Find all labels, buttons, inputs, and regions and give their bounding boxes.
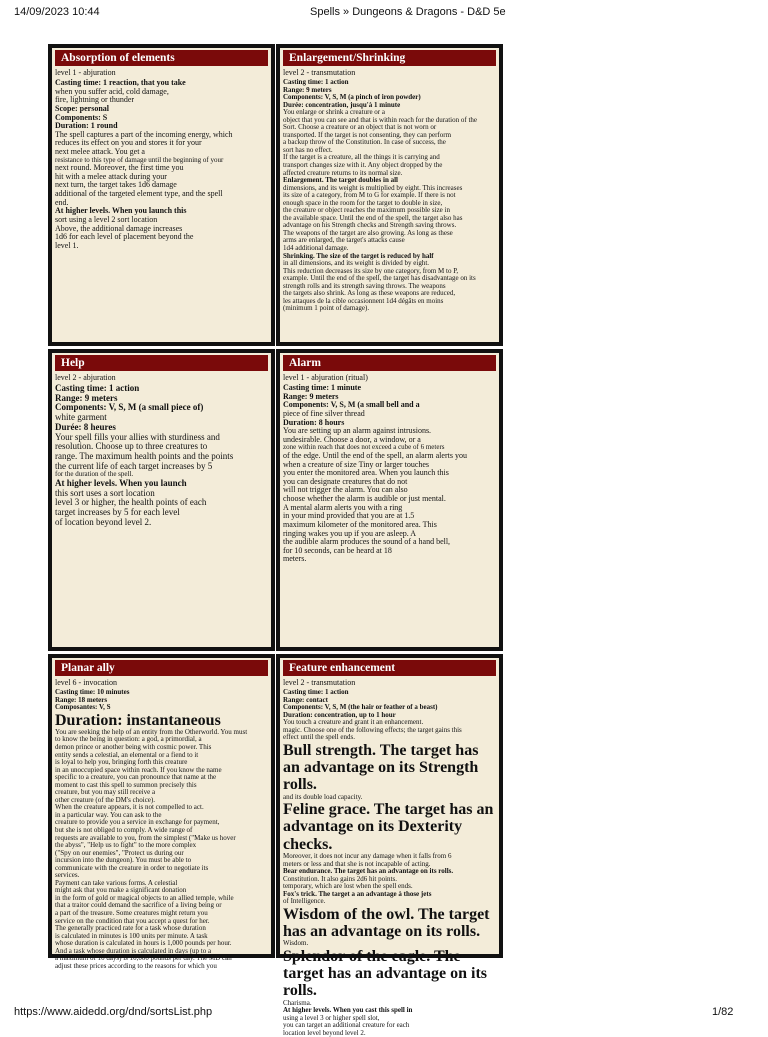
print-datetime: 14/09/2023 10:44 bbox=[14, 6, 100, 18]
spell-text-line: You touch a creature and grant it an enhancement. bbox=[283, 718, 424, 727]
spell-text-line: end. bbox=[55, 197, 69, 207]
spell-text-line: its size of a category, from M to G for example. If there is not bbox=[283, 191, 456, 200]
spell-text-line: Range: 9 meters bbox=[283, 85, 332, 94]
spell-text-line: If the target is a creature, all the things it is carrying and bbox=[283, 153, 440, 162]
spell-title: Enlargement/Shrinking bbox=[283, 50, 496, 66]
card-content bbox=[280, 353, 499, 647]
spell-body bbox=[283, 384, 496, 564]
spell-body bbox=[283, 79, 496, 313]
spell-text-line: might ask that you make a significant donation bbox=[55, 886, 187, 895]
spell-text-line: resolution. Choose up to three creatures to bbox=[55, 441, 208, 452]
spell-text-line: Fox's trick. The target a an advantage à those jets bbox=[283, 889, 432, 898]
spell-body bbox=[55, 689, 268, 970]
spell-text-line: of the edge. Until the end of the spell, an alarm alerts you bbox=[283, 450, 467, 460]
spell-text-line: for 10 seconds, can be heard at 18 bbox=[283, 545, 392, 555]
spell-text-line: Above, the additional damage increases bbox=[55, 223, 183, 233]
spell-text-line: in a particular way. You can ask to the bbox=[55, 810, 162, 819]
card-content bbox=[52, 48, 271, 342]
spell-text-line: Composantes: V, S bbox=[55, 703, 111, 712]
spell-text-line: arms are enlarged, the target's attacks cause bbox=[283, 236, 405, 245]
print-page-title: Spells » Dungeons & Dragons - D&D 5e bbox=[310, 6, 506, 18]
spell-text-line: adjust these prices according to the reasons for which you bbox=[55, 961, 217, 970]
print-header bbox=[0, 0, 768, 20]
spell-level: level 2 - abjuration bbox=[55, 373, 116, 382]
spell-text-line: strength rolls and its strength saving throws. The weapons bbox=[283, 281, 446, 290]
spell-text-line: the audible alarm produces the sound of a hand bell, bbox=[283, 537, 451, 547]
spell-title: Feature enhancement bbox=[283, 660, 496, 676]
spell-card-4 bbox=[276, 349, 503, 651]
spell-text-line: resistance to this type of damage until the beginning of your bbox=[55, 155, 224, 164]
spell-text-line: Components: V, S, M (the hair or feather of a beast) bbox=[283, 703, 438, 712]
spell-body bbox=[55, 79, 268, 250]
spell-text-line: requests are available to you, from the simplest ("Make us hover bbox=[55, 833, 236, 842]
spell-text-line: This reduction decreases its size by one category, from M to P, bbox=[283, 266, 459, 275]
spell-text-line: additional of the targeted element type, and the spell bbox=[55, 189, 223, 199]
spell-text-line: Wisdom. bbox=[283, 939, 309, 948]
spell-text-line: zone within reach that does not exceed a cube of 6 meters bbox=[283, 443, 445, 452]
spell-text-line: ("Spy on our enemies", "Protect us during our bbox=[55, 848, 184, 857]
spell-text-line: in an unoccupied space within reach. If you know the name bbox=[55, 765, 222, 774]
spell-text-line: Components: V, S, M (a pinch of iron powder) bbox=[283, 93, 421, 102]
spell-text-line: when you suffer acid, cold damage, bbox=[55, 86, 169, 96]
spell-text-line: Casting time: 1 action bbox=[283, 688, 349, 696]
spell-text-line: moment to cast this spell to summon precisely this bbox=[55, 780, 197, 789]
spell-text-line: whose duration is calculated in hours is 1,000 pounds per hour. bbox=[55, 939, 232, 948]
spell-text-line: At higher levels. When you launch bbox=[55, 478, 187, 489]
spell-card-3 bbox=[48, 349, 275, 651]
spell-text-line: the abyss", "Help us to fight" to the more complex bbox=[55, 841, 197, 850]
spell-level: level 6 - invocation bbox=[55, 678, 117, 687]
spell-text-line: demon prince or another being with cosmic power. This bbox=[55, 743, 212, 751]
spell-card-6 bbox=[276, 654, 503, 1037]
spell-text-line: Bull strength. The target has an advantage on its Strength rolls. bbox=[283, 741, 479, 794]
spell-text-line: creature, but you may still receive a bbox=[55, 788, 156, 797]
spell-text-line: next melee attack. You get a bbox=[55, 147, 145, 156]
spell-text-line: sort using a level 2 sort location bbox=[55, 214, 158, 224]
card-content bbox=[52, 353, 271, 647]
spell-text-line: Range: 9 meters bbox=[55, 392, 118, 403]
spell-text-line: Casting time: 1 action bbox=[283, 78, 349, 86]
spell-text-line: Duration: 8 hours bbox=[283, 417, 345, 427]
spell-text-line: when a creature of size Tiny or larger touches bbox=[283, 459, 430, 469]
spell-text-line: les attaques de la cible occasionnent 1d4 dégâts en moins bbox=[283, 296, 444, 305]
spell-text-line: Components: S bbox=[55, 112, 108, 122]
spell-text-line: A mental alarm alerts you with a ring bbox=[283, 502, 403, 512]
spell-text-line: Durée: 8 heures bbox=[55, 421, 116, 432]
spell-text-line: Feline grace. The target has an advantage on its Dexterity checks. bbox=[283, 801, 494, 853]
spell-text-line: level 3 or higher, the health points of each bbox=[55, 497, 207, 508]
spell-text-line: sort has no effect. bbox=[283, 145, 333, 154]
spell-title: Absorption of elements bbox=[55, 50, 268, 66]
spell-text-line: advantage on his Strength checks and Strength saving throws. bbox=[283, 221, 457, 230]
spell-card-1 bbox=[48, 44, 275, 346]
spell-text-line: Bear endurance. The target has an advantage on its rolls. bbox=[283, 867, 454, 876]
spell-text-line: range. The maximum health points and the points bbox=[55, 451, 234, 462]
spell-text-line: that a traitor could demand the sacrifice of a living being or bbox=[55, 901, 222, 910]
card-content bbox=[280, 658, 499, 1037]
spell-text-line: Shrinking. The size of the target is reduced by half bbox=[283, 251, 434, 260]
spell-text-line: a maximum of 10 days) is 10,000 pounds per day. The MD can bbox=[55, 954, 232, 963]
spell-text-line: target increases by 5 for each level bbox=[55, 507, 180, 518]
spell-text-line: At higher levels. When you launch this bbox=[55, 206, 187, 216]
spell-text-line: specific to a creature, you can pronounce that name at the bbox=[55, 773, 217, 782]
spell-text-line: meters or less and that she is not incapable of acting. bbox=[283, 859, 431, 868]
spell-text-line: a backup throw of the Constitution. In case of success, the bbox=[283, 138, 446, 147]
spell-text-line: the current life of each target increases by 5 bbox=[55, 460, 213, 471]
spell-text-line: transport changes size with it. Any object dropped by the bbox=[283, 161, 443, 170]
spell-text-line: services. bbox=[55, 871, 80, 880]
spell-text-line: (minimum 1 point of damage). bbox=[283, 304, 370, 313]
spell-text-line: maximum kilometer of the monitored area. This bbox=[283, 519, 437, 529]
spell-text-line: communicate with the creature in order to negotiate its bbox=[55, 863, 209, 872]
spell-text-line: You are seeking the help of an entity from the Otherworld. You must bbox=[55, 727, 248, 736]
spell-text-line: and its double load capacity. bbox=[283, 792, 363, 801]
spell-text-line: Durée: concentration, jusqu'à 1 minute bbox=[283, 100, 401, 109]
spell-title: Planar ally bbox=[55, 660, 268, 676]
spell-text-line: Your spell fills your allies with sturdiness and bbox=[55, 431, 220, 442]
spell-title: Alarm bbox=[283, 355, 496, 371]
spell-text-line: in the form of gold or magical objects to an allied temple, while bbox=[55, 893, 234, 902]
card-content bbox=[280, 48, 499, 342]
spell-text-line: entity sends a celestial, an elemental or a fiend to it bbox=[55, 750, 199, 759]
spell-text-line: of Intelligence. bbox=[283, 897, 326, 906]
spell-text-line: meters. bbox=[283, 554, 307, 564]
spell-card-2 bbox=[276, 44, 503, 346]
spell-text-line: The generally practiced rate for a task whose duration bbox=[55, 924, 206, 933]
spell-text-line: Splendor of the eagle. The target has an advantage on its rolls. bbox=[283, 947, 488, 1000]
spell-level: level 2 - transmutation bbox=[283, 68, 356, 77]
spell-text-line: Components: V, S, M (a small piece of) bbox=[55, 402, 204, 413]
spell-text-line: the creature or object reaches the maximum possible size in bbox=[283, 206, 450, 215]
spell-text-line: reduces its effect on you and stores it for your bbox=[55, 138, 202, 148]
spell-text-line: Constitution. It also gains 2d6 hit points. bbox=[283, 874, 397, 883]
spell-text-line: incursion into the dungeon). You must be able to bbox=[55, 856, 192, 865]
spell-text-line: in your mind provided that you are at 1.5 bbox=[283, 511, 415, 521]
spell-body bbox=[55, 384, 268, 528]
spell-text-line: The spell captures a part of the incoming energy, which bbox=[55, 129, 233, 139]
spell-text-line: At higher levels. When you cast this spell in bbox=[283, 1006, 413, 1015]
spell-text-line: 1d4 additional damage. bbox=[283, 244, 349, 253]
spell-body bbox=[283, 689, 496, 1037]
spell-text-line: you can target an additional creature for each bbox=[283, 1021, 410, 1030]
spell-text-line: for the duration of the spell. bbox=[55, 470, 134, 479]
card-content bbox=[52, 658, 271, 970]
spell-text-line: hit with a melee attack during your bbox=[55, 171, 167, 181]
spell-text-line: location level beyond level 2. bbox=[283, 1028, 366, 1037]
spell-card-5 bbox=[48, 654, 275, 970]
spell-text-line: next round. Moreover, the first time you bbox=[55, 163, 184, 173]
spell-text-line: you can designate creatures that do not bbox=[283, 476, 408, 486]
spell-text-line: Charisma. bbox=[283, 998, 312, 1007]
spell-level: level 2 - transmutation bbox=[283, 678, 356, 687]
spell-text-line: the targets also shrink. As long as these weapons are reduced, bbox=[283, 289, 456, 298]
spell-text-line: affected creature returns to its normal size. bbox=[283, 168, 403, 177]
spell-level: level 1 - abjuration bbox=[55, 68, 116, 77]
spell-text-line: temporary, which are lost when the spell ends. bbox=[283, 882, 413, 891]
page-url: https://www.aidedd.org/dnd/sortsList.php bbox=[14, 1006, 213, 1018]
spell-text-line: You are setting up an alarm against intrusions. bbox=[283, 426, 432, 436]
spell-text-line: When the creature appears, it is not compelled to act. bbox=[55, 803, 204, 812]
spell-text-line: level 1. bbox=[55, 240, 79, 250]
spell-text-line: Duration: instantaneous bbox=[55, 711, 221, 729]
spell-text-line: effect until the spell ends. bbox=[283, 733, 355, 742]
spell-text-line: Duration: 1 round bbox=[55, 121, 118, 131]
spell-text-line: next turn, the target takes 1d6 damage bbox=[55, 180, 177, 190]
spell-text-line: Casting time: 10 minutes bbox=[55, 688, 130, 696]
spell-text-line: Range: 18 meters bbox=[55, 695, 108, 704]
spell-title: Help bbox=[55, 355, 268, 371]
spell-text-line: object that you can see and that is within reach for the duration of the bbox=[283, 115, 477, 124]
spell-text-line: Enlargement. The target doubles in all bbox=[283, 176, 398, 185]
spell-text-line: 1d6 for each level of placement beyond the bbox=[55, 232, 194, 242]
page-number: 1/82 bbox=[712, 1006, 734, 1018]
spell-text-line: piece of fine silver thread bbox=[283, 408, 365, 418]
spell-text-line: choose whether the alarm is audible or just mental. bbox=[283, 494, 446, 504]
spell-text-line: undesirable. Choose a door, a window, or a bbox=[283, 434, 421, 444]
spell-text-line: Casting time: 1 action bbox=[55, 383, 140, 393]
spell-text-line: the available space. Until the end of the spell, the target also has bbox=[283, 213, 463, 222]
spell-text-line: dimensions, and its weight is multiplied by eight. This increases bbox=[283, 183, 463, 192]
spell-text-line: Range: contact bbox=[283, 695, 328, 704]
spell-text-line: in all dimensions, and its weight is divided by eight. bbox=[283, 259, 430, 268]
spell-text-line: Wisdom of the owl. The target has an advantage on its rolls. bbox=[283, 905, 490, 941]
spell-text-line: Sort. Choose a creature or an object that is not worn or bbox=[283, 123, 437, 132]
spell-text-line: but she is not obliged to comply. A wide range of bbox=[55, 826, 193, 835]
spell-text-line: Casting time: 1 minute bbox=[283, 383, 361, 392]
spell-text-line: Duration: concentration, up to 1 hour bbox=[283, 710, 396, 719]
spell-text-line: Casting time: 1 reaction, that you take bbox=[55, 78, 186, 87]
spell-text-line: The weapons of the target are also growing. As long as these bbox=[283, 228, 453, 237]
spell-text-line: ringing wakes you up if you are asleep. A bbox=[283, 528, 417, 538]
spell-text-line: fire, lightning or thunder bbox=[55, 95, 135, 105]
spell-level: level 1 - abjuration (ritual) bbox=[283, 373, 368, 382]
spell-text-line: this sort uses a sort location bbox=[55, 487, 155, 498]
spell-text-line: to know the being in question: a god, a primordial, a bbox=[55, 735, 202, 744]
print-footer bbox=[0, 1000, 768, 1020]
spell-text-line: creature to provide you a service in exchange for payment, bbox=[55, 818, 220, 827]
spell-text-line: service on the condition that you accept a quest for her. bbox=[55, 916, 210, 925]
spell-text-line: example. Until the end of the spell, the target has disadvantage on its bbox=[283, 274, 476, 283]
spell-text-line: enough space in the room for the target to double in size, bbox=[283, 198, 443, 207]
spell-text-line: magic. Choose one of the following effects; the target gains this bbox=[283, 725, 462, 734]
spell-text-line: will not trigger the alarm. You can also bbox=[283, 485, 408, 495]
spell-text-line: is calculated in minutes is 100 units per minute. A task bbox=[55, 931, 208, 940]
spell-text-line: of location beyond level 2. bbox=[55, 516, 152, 527]
spell-text-line: is loyal to help you, bringing forth this creature bbox=[55, 758, 188, 767]
spell-text-line: other creature (of the DM's choice). bbox=[55, 795, 155, 804]
spell-text-line: transported. If the target is not consenting, they can perform bbox=[283, 130, 452, 139]
spell-text-line: you enter the monitored area. When you launch this bbox=[283, 468, 449, 478]
spell-text-line: You enlarge or shrink a creature or a bbox=[283, 108, 385, 117]
spell-text-line: Components: V, S, M (a small bell and a bbox=[283, 400, 420, 410]
spell-text-line: using a level 3 or higher spell slot, bbox=[283, 1013, 380, 1022]
spell-text-line: Moreover, it does not incur any damage when it falls from 6 bbox=[283, 851, 452, 860]
spell-text-line: Payment can take various forms. A celestial bbox=[55, 878, 178, 887]
spell-text-line: Range: 9 meters bbox=[283, 391, 339, 401]
spell-text-line: white garment bbox=[55, 412, 107, 423]
spell-text-line: And a task whose duration is calculated in days (up to a bbox=[55, 946, 212, 955]
spell-text-line: a part of the treasure. Some creatures might return you bbox=[55, 909, 208, 918]
spell-text-line: Scope: personal bbox=[55, 103, 109, 113]
